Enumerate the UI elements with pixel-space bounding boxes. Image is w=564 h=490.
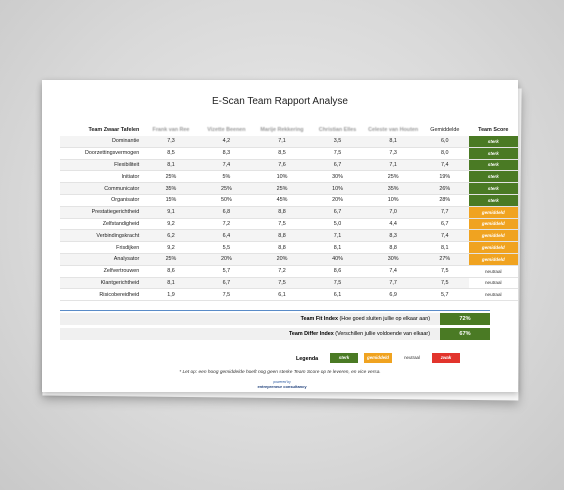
row-value: 7,1	[254, 136, 310, 147]
row-label: Frisdijken	[60, 242, 143, 254]
legend-sterk: sterk	[330, 353, 358, 363]
row-value: 7,5	[254, 277, 310, 289]
row-value: 8,8	[254, 230, 310, 242]
row-average: 7,5	[421, 265, 468, 277]
row-value: 6,7	[199, 277, 254, 289]
row-team-score: gemiddeld	[469, 218, 518, 230]
row-value: 7,4	[199, 159, 254, 171]
row-value: 7,4	[365, 265, 421, 277]
legend-gemiddeld: gemiddeld	[364, 353, 392, 363]
report-sheet	[42, 80, 518, 392]
row-label: Communicator	[60, 183, 143, 195]
row-value: 7,3	[365, 147, 421, 159]
differ-index-row	[60, 328, 490, 340]
row-value: 8,1	[143, 159, 198, 171]
row-label: Doorzettingsvermogen	[60, 147, 143, 159]
table-row	[60, 206, 518, 218]
differ-index-label	[289, 331, 430, 337]
footnote: * Let op: een hoog gemiddelde hoeft nog geen sterke Team Score op te leveren, en vice versa.	[179, 370, 381, 375]
row-label: Prestatiegerichtheid	[60, 206, 143, 218]
row-average: 6,0	[421, 136, 468, 147]
row-value: 35%	[143, 183, 198, 195]
row-value: 25%	[199, 183, 254, 195]
row-average: 27%	[421, 253, 468, 265]
row-value: 35%	[365, 183, 421, 195]
row-value: 7,5	[254, 218, 310, 230]
row-team-score: sterk	[469, 183, 518, 195]
row-value: 7,7	[365, 277, 421, 289]
row-value: 6,7	[310, 159, 365, 171]
row-label: Klantgerichtheid	[60, 277, 143, 289]
row-value: 6,7	[310, 206, 365, 218]
fit-index-label	[301, 316, 430, 322]
row-value: 7,2	[199, 218, 254, 230]
row-label: Risicobereidheid	[60, 289, 143, 301]
row-value: 25%	[365, 171, 421, 183]
row-value: 8,1	[310, 242, 365, 254]
row-team-score: sterk	[469, 159, 518, 171]
row-value: 30%	[310, 171, 365, 183]
differ-index-desc: (Verschillen jullie voldoende van elkaar)	[335, 331, 430, 337]
fit-index-title: Team Fit Index	[300, 316, 338, 322]
row-value: 25%	[143, 253, 198, 265]
row-value: 7,0	[365, 206, 421, 218]
row-value: 8,5	[254, 147, 310, 159]
table-header	[60, 124, 518, 136]
row-value: 1,9	[143, 289, 198, 301]
table-row	[60, 289, 518, 301]
row-label: Zelfstandigheid	[60, 218, 143, 230]
row-average: 26%	[421, 183, 468, 195]
row-value: 6,8	[199, 206, 254, 218]
row-value: 7,3	[143, 136, 198, 147]
report-title: E-Scan Team Rapport Analyse	[211, 96, 348, 107]
row-value: 8,1	[143, 277, 198, 289]
row-value: 5,7	[199, 265, 254, 277]
header-label: Team Zwaar Tafelen	[88, 127, 140, 133]
legend-neutraal: neutraal	[398, 353, 426, 363]
row-label: Organisator	[60, 194, 143, 206]
differ-index-title: Team Differ Index	[288, 331, 334, 337]
table-row	[60, 159, 518, 171]
row-value: 8,8	[365, 242, 421, 254]
header-person: Frank van Ree	[152, 127, 190, 133]
header-person: Vizette Beenen	[207, 127, 246, 133]
row-value: 6,1	[254, 289, 310, 301]
table-row	[60, 183, 518, 195]
row-value: 10%	[254, 171, 310, 183]
row-value: 25%	[143, 171, 198, 183]
legend-zwak: zwak	[432, 353, 460, 363]
row-value: 8,6	[143, 265, 198, 277]
row-team-score: neutraal	[469, 277, 518, 289]
table-body	[60, 136, 518, 301]
divider-line	[60, 310, 490, 311]
row-value: 8,3	[365, 230, 421, 242]
table-row	[60, 171, 518, 183]
row-value: 7,6	[254, 159, 310, 171]
row-average: 8,0	[421, 147, 468, 159]
row-team-score: neutraal	[469, 265, 518, 277]
row-value: 8,1	[365, 136, 421, 147]
table-row	[60, 218, 518, 230]
header-average: Gemiddelde	[430, 127, 460, 133]
row-average: 7,5	[421, 277, 468, 289]
fit-index-desc: (Hoe goed sluiten jullie op elkaar aan)	[339, 316, 430, 322]
differ-index-value: 67%	[440, 328, 490, 340]
row-average: 5,7	[421, 289, 468, 301]
row-team-score: neutraal	[469, 289, 518, 301]
row-average: 8,1	[421, 242, 468, 254]
row-value: 10%	[310, 183, 365, 195]
score-table	[60, 124, 518, 301]
row-label: Zelfvertrouwen	[60, 265, 143, 277]
row-value: 5%	[199, 171, 254, 183]
table-row	[60, 265, 518, 277]
table-row	[60, 277, 518, 289]
row-average: 7,4	[421, 230, 468, 242]
row-value: 6,9	[365, 289, 421, 301]
row-value: 30%	[365, 253, 421, 265]
row-value: 6,2	[143, 230, 198, 242]
fit-index-value: 72%	[440, 313, 490, 325]
row-average: 7,4	[421, 159, 468, 171]
row-value: 40%	[310, 253, 365, 265]
row-label: Dominantie	[60, 136, 143, 147]
row-team-score: gemiddeld	[469, 242, 518, 254]
row-value: 50%	[199, 194, 254, 206]
row-value: 7,1	[365, 159, 421, 171]
row-value: 9,2	[143, 242, 198, 254]
row-value: 25%	[254, 183, 310, 195]
row-label: Initiator	[60, 171, 143, 183]
row-team-score: sterk	[469, 194, 518, 206]
row-average: 7,7	[421, 206, 468, 218]
row-value: 7,5	[310, 147, 365, 159]
header-person: Celeste van Houten	[368, 127, 419, 133]
row-value: 9,2	[143, 218, 198, 230]
row-value: 5,5	[199, 242, 254, 254]
row-team-score: gemiddeld	[469, 230, 518, 242]
row-team-score: sterk	[469, 171, 518, 183]
logo-powered-by: powered by	[273, 380, 291, 384]
row-average: 6,7	[421, 218, 468, 230]
table-row	[60, 242, 518, 254]
row-value: 8,8	[254, 242, 310, 254]
row-value: 8,3	[199, 147, 254, 159]
row-value: 4,2	[199, 136, 254, 147]
row-team-score: sterk	[469, 147, 518, 159]
row-value: 8,5	[143, 147, 198, 159]
row-value: 7,1	[310, 230, 365, 242]
table-row	[60, 136, 518, 147]
row-value: 9,1	[143, 206, 198, 218]
row-value: 7,5	[310, 277, 365, 289]
company-logo	[242, 380, 322, 389]
legend	[330, 353, 460, 363]
fit-index-row	[60, 313, 490, 325]
table-row	[60, 253, 518, 265]
row-value: 6,1	[310, 289, 365, 301]
row-team-score: gemiddeld	[469, 206, 518, 218]
row-value: 6,4	[199, 230, 254, 242]
row-value: 20%	[310, 194, 365, 206]
header-person: Marije Rekkering	[260, 127, 304, 133]
row-value: 7,5	[199, 289, 254, 301]
row-value: 45%	[254, 194, 310, 206]
row-value: 5,0	[310, 218, 365, 230]
row-label: Analysator	[60, 253, 143, 265]
row-team-score: sterk	[469, 136, 518, 147]
row-label: Verbindingskracht	[60, 230, 143, 242]
row-value: 10%	[365, 194, 421, 206]
row-label: Flexibiliteit	[60, 159, 143, 171]
row-average: 28%	[421, 194, 468, 206]
table-row	[60, 147, 518, 159]
row-team-score: gemiddeld	[469, 253, 518, 265]
table-row	[60, 230, 518, 242]
logo-name: entrepreneur consultancy	[257, 384, 307, 389]
row-value: 20%	[254, 253, 310, 265]
row-value: 3,5	[310, 136, 365, 147]
legend-title: Legenda	[296, 356, 319, 362]
row-value: 8,8	[254, 206, 310, 218]
row-value: 4,4	[365, 218, 421, 230]
row-value: 8,6	[310, 265, 365, 277]
header-score: Team Score	[478, 127, 509, 133]
row-value: 15%	[143, 194, 198, 206]
row-average: 19%	[421, 171, 468, 183]
table-row	[60, 194, 518, 206]
row-value: 20%	[199, 253, 254, 265]
row-value: 7,2	[254, 265, 310, 277]
header-person: Christian Elles	[318, 127, 357, 133]
